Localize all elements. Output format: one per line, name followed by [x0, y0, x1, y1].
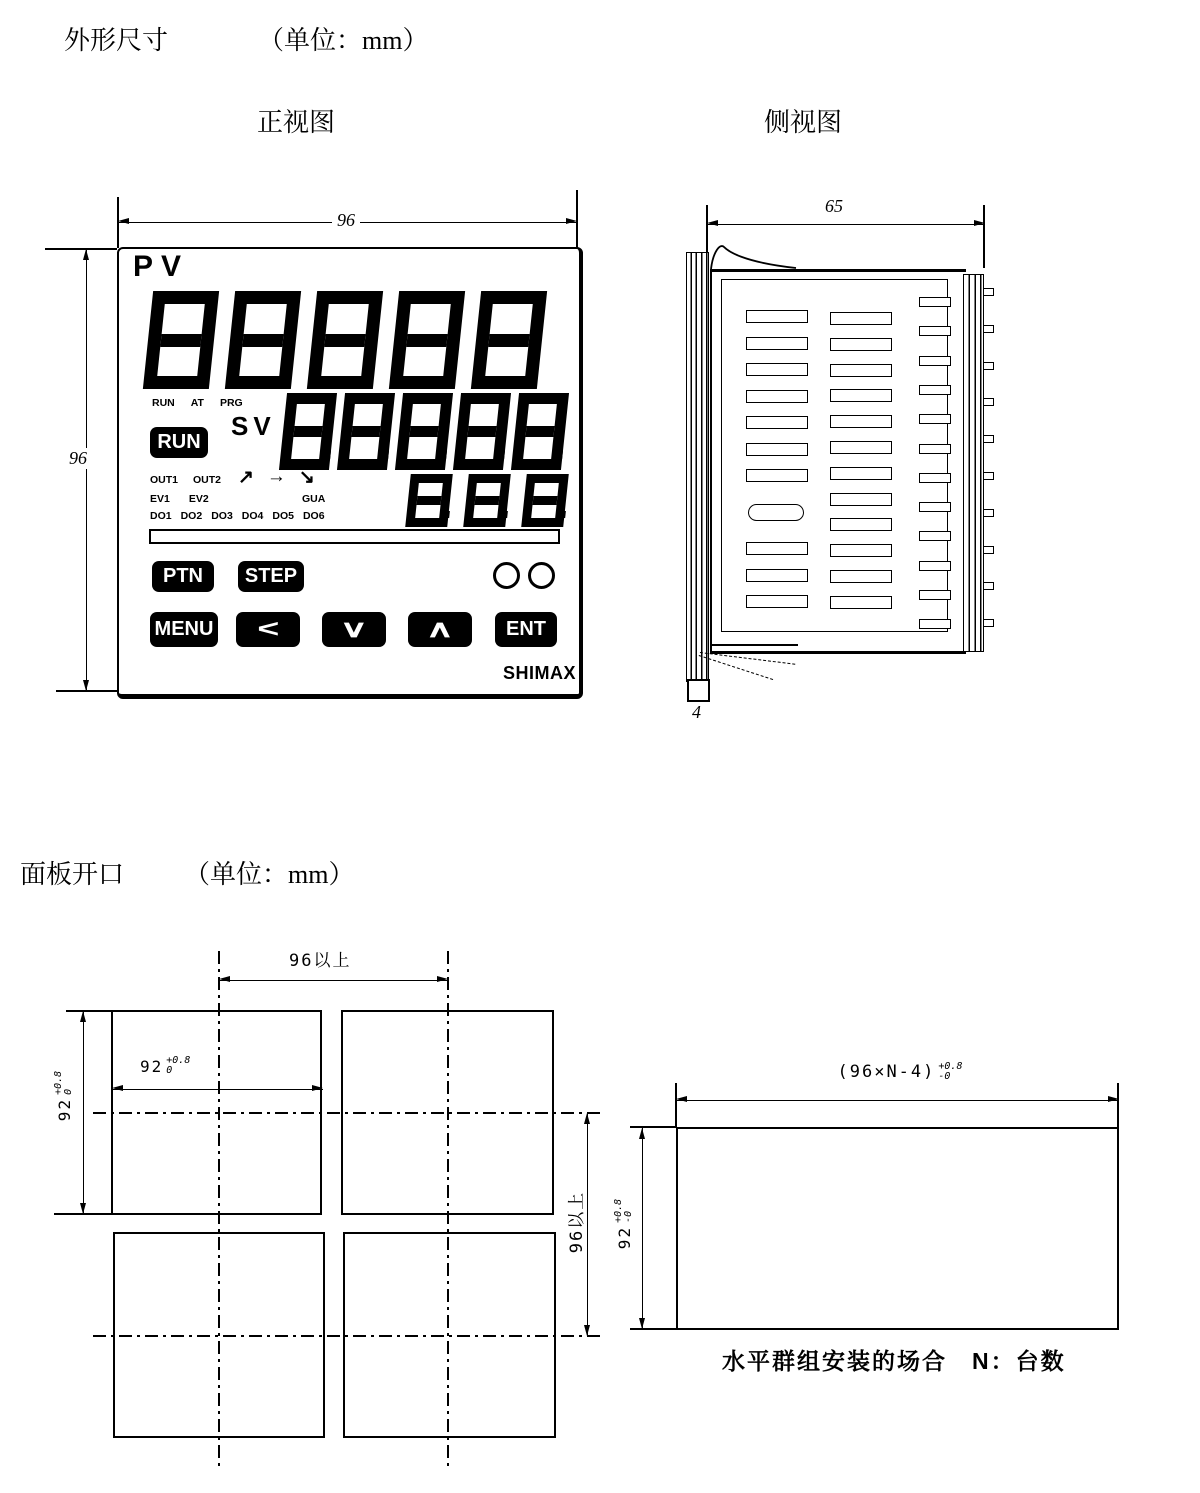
do-indicator-row: [150, 510, 325, 522]
lamp-2: [528, 562, 555, 589]
seven-segment-digit: [463, 474, 511, 527]
vent-slot: [830, 570, 892, 583]
row-pitch-dim-line: [587, 1113, 588, 1336]
vent-slot: [830, 493, 892, 506]
group-height-dim-line: [642, 1128, 643, 1329]
extension-line: [630, 1328, 676, 1330]
column-pitch-label: 96以上: [284, 946, 356, 971]
hole-height-label: [52, 1036, 76, 1156]
group-mounting-caption: 水平群组安装的场合 N：台数: [722, 1348, 1066, 1374]
vent-slot: [746, 390, 808, 403]
menu-button: MENU: [150, 612, 218, 647]
status-indicator-row: [152, 397, 243, 409]
gua-label: GUA: [302, 493, 326, 505]
terminal-screw-tab: [983, 325, 994, 333]
seven-segment-digit: [453, 393, 511, 470]
terminal-screw-tab: [983, 362, 994, 370]
terminal-screw-tab: [983, 582, 994, 590]
outline-size-unit: （单位：mm）: [258, 26, 429, 55]
do5-label: DO5: [272, 510, 294, 522]
extension-line: [66, 1010, 111, 1012]
seven-segment-digit: [225, 291, 301, 389]
hole-height-dim-line: [83, 1011, 84, 1214]
terminal-screw-tab: [983, 546, 994, 554]
front-view-title: 正视图: [257, 108, 336, 137]
trend-arrow-icons: [238, 466, 315, 489]
bottom-latch-arm: [712, 644, 798, 646]
extension-line: [983, 205, 985, 268]
ev1-label: EV1: [150, 493, 170, 505]
column-pitch-dim-line: [219, 980, 448, 981]
terminal-screw-tab: [983, 472, 994, 480]
vent-slot: [830, 312, 892, 325]
vent-slot: [919, 385, 951, 395]
seven-segment-digit: [511, 393, 569, 470]
terminal-screw-tab: [983, 288, 994, 296]
case-top-edge: [710, 269, 966, 272]
vent-slot: [830, 467, 892, 480]
row-pitch-label: [562, 1162, 586, 1282]
outline-size-title: 外形尺寸: [64, 26, 169, 55]
vent-slot: [830, 389, 892, 402]
tolerance-plus: +0.8: [938, 1061, 963, 1072]
vent-slot: [746, 337, 808, 350]
hole-width-label: [140, 1056, 190, 1076]
vent-slot: [746, 569, 808, 582]
extension-line: [630, 1126, 676, 1128]
cutout-unit: （单位：mm）: [184, 860, 355, 889]
group-width-value: (96×N-4): [837, 1062, 936, 1082]
cutout-hole: [341, 1010, 554, 1215]
vent-slot: [830, 518, 892, 531]
lamp-1: [493, 562, 520, 589]
vent-slot: [919, 619, 951, 629]
do1-label: DO1: [150, 510, 172, 522]
side-depth-dim-line: [707, 224, 985, 225]
case-bottom-edge: [710, 651, 966, 654]
vent-slot: [919, 531, 951, 541]
status-run-label: RUN: [152, 397, 175, 409]
vent-slot: [746, 542, 808, 555]
vent-slot: [919, 356, 951, 366]
group-width-dim-line: [676, 1100, 1119, 1101]
seven-segment-digit: [307, 291, 383, 389]
vent-slot: [830, 415, 892, 428]
vent-slot: [746, 595, 808, 608]
group-height-tolerance: [614, 1199, 634, 1223]
front-height-dim-line: [86, 249, 87, 691]
top-latch: [708, 240, 800, 271]
tolerance-plus: +0.8: [53, 1070, 64, 1095]
group-cutout-rect: [676, 1127, 1119, 1330]
extension-line: [45, 248, 117, 250]
down-arrow-icon: ∨: [339, 616, 369, 643]
step-button: STEP: [238, 561, 304, 592]
vent-slot: [746, 363, 808, 376]
hole-width-dim-line: [112, 1089, 323, 1090]
group-width-tolerance: [938, 1062, 962, 1082]
cutout-hole: [111, 1010, 322, 1215]
status-at-label: AT: [190, 397, 204, 409]
vent-slot: [746, 416, 808, 429]
vent-slot: [919, 297, 951, 307]
up-arrow-icon: ∧: [425, 616, 455, 643]
vent-slot: [746, 310, 808, 323]
seven-segment-digit: [337, 393, 395, 470]
seven-segment-digit: [279, 393, 337, 470]
vent-slot: [919, 444, 951, 454]
status-prg-label: PRG: [219, 397, 243, 409]
vent-slot: [919, 502, 951, 512]
run-button: RUN: [150, 427, 208, 458]
seven-segment-digit: [389, 291, 465, 389]
case-left-edge: [710, 269, 712, 654]
do4-label: DO4: [241, 510, 264, 522]
out-indicator-row: [150, 474, 221, 486]
row-pitch-value: 96以上: [566, 1190, 587, 1254]
ent-button: ENT: [495, 612, 557, 647]
terminal-block: [963, 274, 984, 652]
seven-segment-digit: [405, 474, 453, 527]
do6-label: DO6: [302, 510, 325, 522]
hole-width-tolerance: [166, 1056, 190, 1076]
sv-label: SV: [231, 411, 276, 441]
cutout-title: 面板开口: [20, 860, 125, 889]
trend-up-icon: ↗: [238, 467, 254, 488]
seven-segment-digit: [395, 393, 453, 470]
vent-slot: [746, 469, 808, 482]
vent-oval-slot: [748, 504, 804, 521]
ev-indicator-row: [150, 493, 209, 505]
vent-slot: [919, 590, 951, 600]
down-arrow-button: [322, 612, 386, 647]
vent-slot: [919, 561, 951, 571]
side-depth-dim-label: 65: [820, 196, 848, 217]
ev2-label: EV2: [188, 493, 209, 505]
tolerance-plus: +0.8: [166, 1055, 191, 1066]
terminal-screw-tab: [983, 509, 994, 517]
vent-slot: [830, 441, 892, 454]
sv-display: [279, 393, 577, 470]
cutout-hole: [343, 1232, 556, 1438]
terminal-screw-tab: [983, 435, 994, 443]
front-height-dim-label: 96: [64, 448, 92, 469]
seven-segment-digit: [471, 291, 547, 389]
hole-height-value: 92: [54, 1097, 74, 1122]
front-width-dim-label: 96: [332, 210, 360, 231]
group-height-value: 92: [614, 1225, 634, 1250]
bezel-dim-label: 4: [692, 702, 701, 722]
tolerance-plus: +0.8: [613, 1198, 624, 1223]
vent-slot: [919, 326, 951, 336]
vent-slot: [919, 473, 951, 483]
brand-logo: SHIMAX: [503, 663, 577, 683]
trend-down-icon: ↘: [298, 467, 315, 488]
hole-height-tolerance: [54, 1071, 74, 1095]
extension-line: [675, 1083, 677, 1127]
seven-segment-digit: [143, 291, 219, 389]
do3-label: DO3: [211, 510, 233, 522]
pv-label: PV: [133, 250, 190, 283]
left-arrow-icon: <: [257, 615, 279, 643]
group-height-label: [612, 1164, 636, 1284]
bargraph-strip: [149, 529, 560, 544]
vent-slot: [830, 544, 892, 557]
pv-display: [143, 291, 563, 389]
tolerance-minus: 0: [166, 1065, 173, 1076]
left-arrow-button: [236, 612, 300, 647]
terminal-screw-tab: [983, 398, 994, 406]
group-width-label: [770, 1062, 1030, 1082]
tolerance-minus: 0: [63, 1088, 74, 1095]
hole-width-value: 92: [140, 1056, 164, 1076]
vent-slot: [746, 443, 808, 456]
tolerance-minus: -0: [623, 1210, 634, 1223]
aux-display: [405, 474, 585, 527]
up-arrow-button: [408, 612, 472, 647]
do2-label: DO2: [180, 510, 203, 522]
extension-line: [1117, 1083, 1119, 1127]
out1-label: OUT1: [150, 474, 179, 486]
terminal-screw-tab: [983, 619, 994, 627]
side-view-title: 侧视图: [764, 108, 843, 137]
vent-slot: [919, 414, 951, 424]
vent-slot: [830, 364, 892, 377]
vent-slot: [830, 338, 892, 351]
ptn-button: PTN: [152, 561, 214, 592]
out2-label: OUT2: [193, 474, 222, 486]
vent-slot: [830, 596, 892, 609]
cutout-hole: [113, 1232, 325, 1438]
bezel-foot: [687, 679, 710, 702]
seven-segment-digit: [521, 474, 569, 527]
tolerance-minus: -0: [938, 1071, 951, 1082]
trend-flat-icon: →: [266, 466, 286, 487]
side-bezel: [686, 252, 709, 682]
